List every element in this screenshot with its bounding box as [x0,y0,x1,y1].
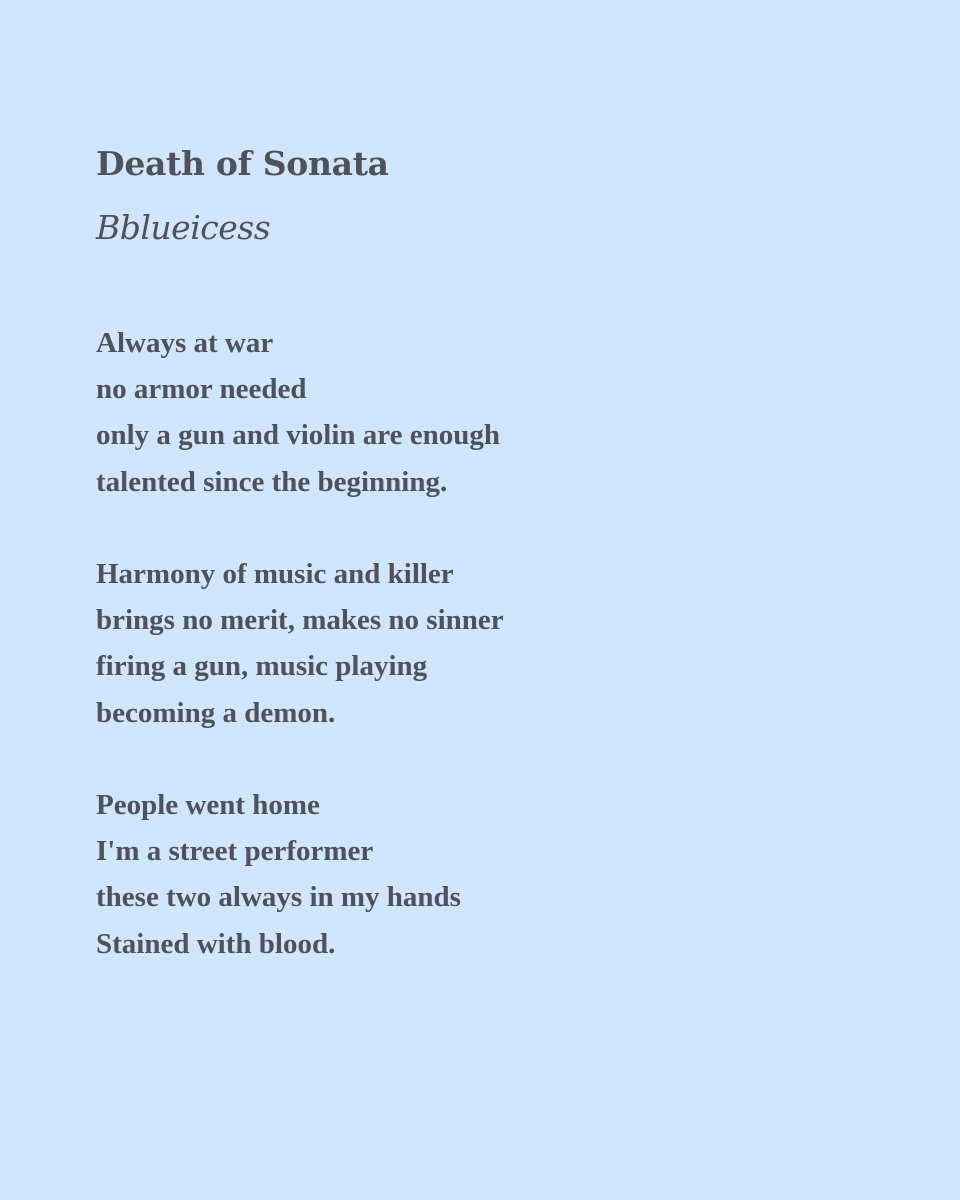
poem-stanza [96,320,504,505]
poem-line: I'm a street performer [96,835,374,868]
poem-title: Death of Sonata [96,144,389,183]
poem-line: People went home [96,789,320,821]
poem-line: brings no merit, makes no sinner [96,604,504,637]
poem-line: becoming a demon. [96,696,336,729]
poem-line: Always at war [96,327,274,359]
poem-line: no armor needed [96,373,307,406]
poem-line: only a gun and violin are enough [96,419,500,452]
poem-line: Harmony of music and killer [96,558,454,590]
poem-author: Bblueicess [96,208,271,247]
poem-line: these two always in my hands [96,881,461,914]
poem-line: Stained with blood. [96,927,336,960]
poem-line: firing a gun, music playing [96,650,428,683]
poem-stanza [96,782,504,967]
poem-line: talented since the beginning. [96,465,448,498]
poem-body [96,320,504,1013]
poem-stanza [96,551,504,736]
